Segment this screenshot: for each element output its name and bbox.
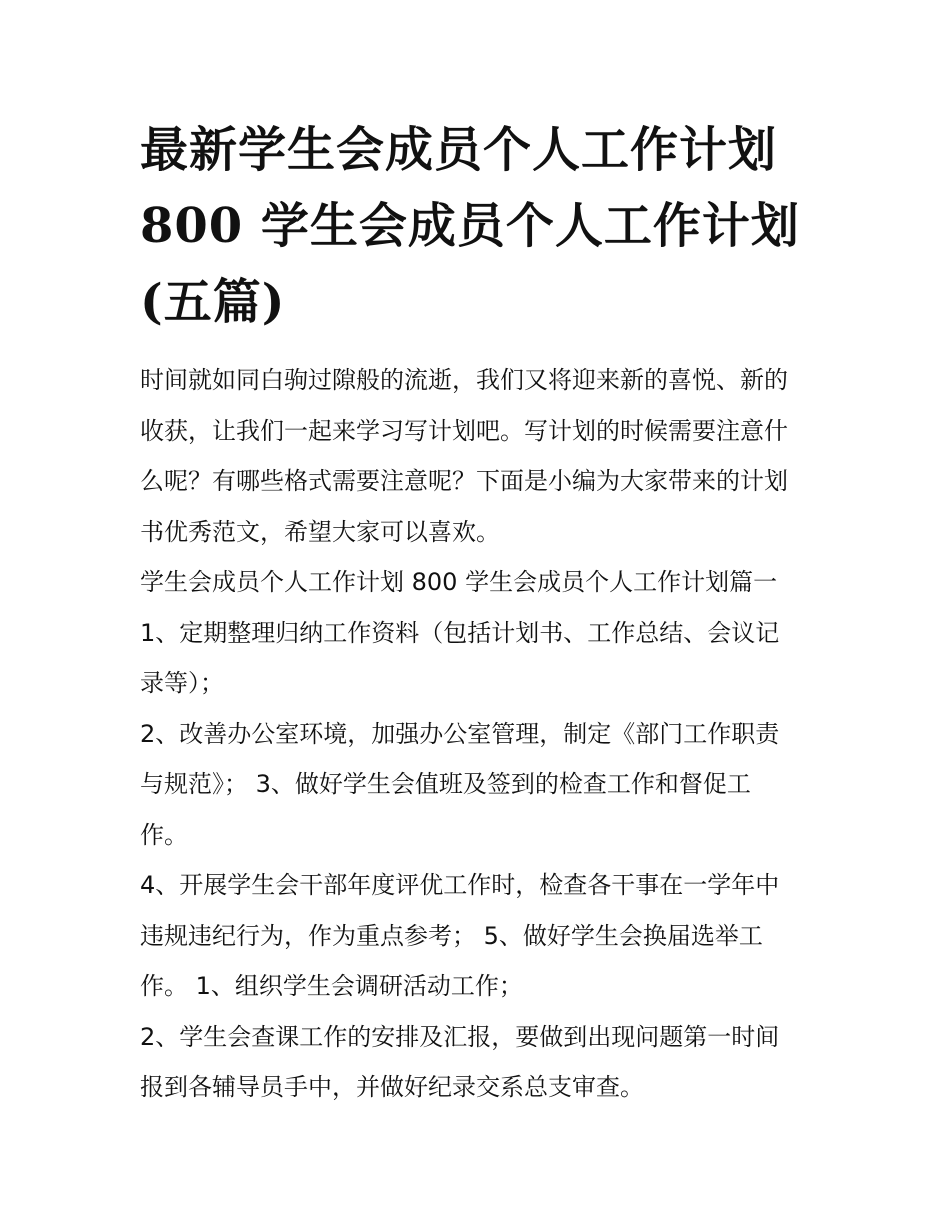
body-line-4: 书优秀范文，希望大家可以喜欢。 [140,517,500,546]
document-body [140,355,840,1113]
body-line-14: 2、学生会查课工作的安排及汇报，要做到出现问题第一时间 [140,1022,780,1051]
title-line-3: (五篇) [140,274,286,330]
body-line-1: 时间就如同白驹过隙般的流逝，我们又将迎来新的喜悦、新的 [140,366,788,394]
body-line-10: 作。 [140,820,188,849]
body-line-8: 2、改善办公室环境，加强办公室管理，制定《部门工作职责 [140,719,780,748]
body-line-15: 报到各辅导员手中，并做好纪录交系总支审查。 [140,1073,644,1101]
body-line-6: 1、定期整理归纳工作资料（包括计划书、工作总结、会议记 [140,618,780,647]
document-title [140,112,840,340]
section-heading: 学生会成员个人工作计划 800 学生会成员个人工作计划篇一 [140,568,778,596]
title-line-1: 最新学生会成员个人工作计划 [140,122,778,178]
body-line-12: 违规违纪行为，作为重点参考； 5、做好学生会换届选举工 [140,921,763,950]
body-line-2: 收获，让我们一起来学习写计划吧。写计划的时候需要注意什 [140,416,788,445]
body-line-11: 4、开展学生会干部年度评优工作时，检查各干事在一学年中 [140,871,780,899]
title-line-2: 800 学生会成员个人工作计划 [140,198,800,254]
body-line-13: 作。 1、组织学生会调研活动工作； [140,972,523,1000]
body-line-9: 与规范》； 3、做好学生会值班及签到的检查工作和督促工 [140,770,751,798]
body-line-7: 录等）； [140,669,224,697]
body-line-3: 么呢？有哪些格式需要注意呢？下面是小编为大家带来的计划 [140,467,788,495]
